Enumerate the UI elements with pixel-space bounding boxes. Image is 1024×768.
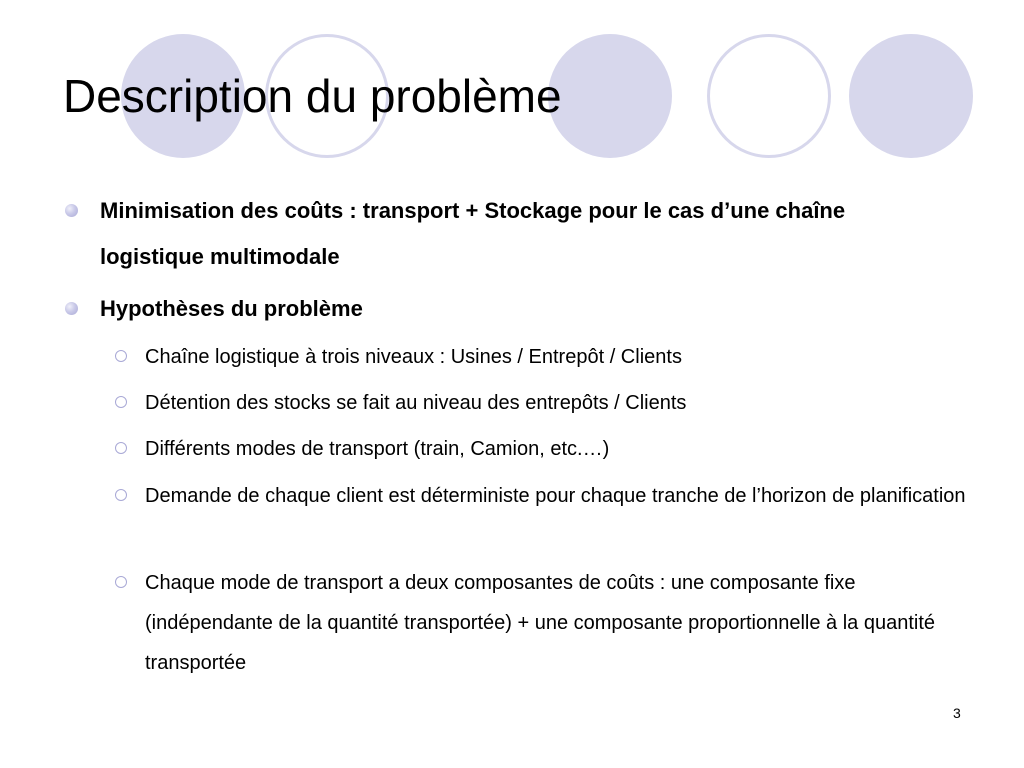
page-number: 3 [953,705,961,721]
sub-bullet-item: Différents modes de transport (train, Camion, etc.…) [145,438,610,460]
decor-circle-5 [849,34,973,158]
sub-bullet-item: Chaque mode de transport a deux composantes de coûts : une composante fixe (indépendante de la quantité transportée) + une composante proportionnelle à la quantité transportée [145,572,936,674]
sub-bullet-item: Détention des stocks se fait au niveau des entrepôts / Clients [145,392,687,414]
sub-bullet-item: Demande de chaque client est déterministe pour chaque tranche de l’horizon de planification [145,485,966,507]
sub-bullet-marker-icon [115,489,127,501]
sub-bullet-marker-icon [115,576,127,588]
bullet-item: Minimisation des coûts : transport + Stockage pour le cas d’une chaîne logistique multimodale [100,198,846,269]
sub-bullet-marker-icon [115,396,127,408]
bullet-item: Hypothèses du problème [100,296,363,321]
decor-circle-3 [548,34,672,158]
sub-bullet-marker-icon [115,350,127,362]
decor-circle-4 [707,34,831,158]
sub-bullet-item: Chaîne logistique à trois niveaux : Usines / Entrepôt / Clients [145,346,682,368]
slide-title: Description du problème [63,70,562,122]
bullet-marker-icon [65,302,78,315]
bullet-marker-icon [65,204,78,217]
sub-bullet-marker-icon [115,442,127,454]
